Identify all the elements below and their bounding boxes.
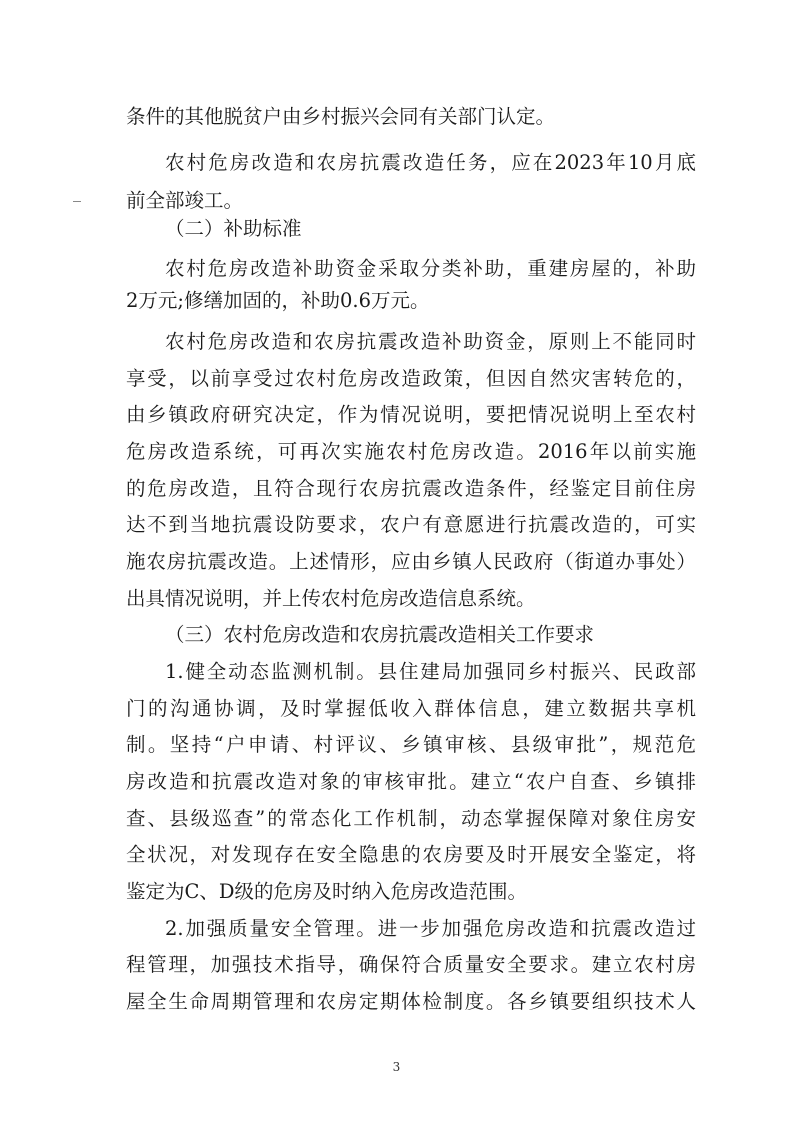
- text-line: 鉴定为C、D级的危房及时纳入危房改造范围。: [126, 880, 528, 903]
- text-line: 的危房改造，且符合现行农房抗震改造条件，经鉴定目前住房: [126, 477, 696, 500]
- text-line: 2.加强质量安全管理。进一步加强危房改造和抗震改造过: [165, 917, 696, 940]
- text-line: 由乡镇政府研究决定，作为情况说明，要把情况说明上至农村: [126, 403, 696, 426]
- text-line: 程管理，加强技术指导，确保符合质量安全要求。建立农村房: [126, 953, 696, 976]
- page-number: 3: [392, 1060, 401, 1074]
- text-line: 2万元;修缮加固的，补助0.6万元。: [126, 289, 430, 312]
- text-line: 全状况，对发现存在安全隐患的农房要及时开展安全鉴定，将: [126, 843, 696, 866]
- section-heading: （二）补助标准: [165, 217, 302, 240]
- text-line: 前全部竣工。: [126, 189, 244, 212]
- text-line: 农村危房改造补助资金采取分类补助，重建房屋的，补助: [165, 257, 696, 280]
- text-line: 享受，以前享受过农村危房改造政策，但因自然灾害转危的，: [126, 367, 696, 390]
- section-heading: （三）农村危房改造和农房抗震改造相关工作要求: [165, 623, 595, 646]
- text-line: 制。坚持“户申请、村评议、乡镇审核、县级审批”，规范危: [126, 733, 696, 756]
- text-line: 屋全生命周期管理和农房定期体检制度。各乡镇要组织技术人: [126, 990, 696, 1013]
- text-line: 房改造和抗震改造对象的审核审批。建立“农户自查、乡镇排: [126, 770, 696, 793]
- text-line: 出具情况说明，并上传农村危房改造信息系统。: [126, 587, 536, 610]
- text-line: 查、县级巡查”的常态化工作机制，动态掌握保障对象住房安: [126, 807, 696, 830]
- margin-mark: [73, 201, 81, 202]
- text-line: 门的沟通协调，及时掌握低收入群体信息，建立数据共享机: [126, 697, 696, 720]
- text-line: 农村危房改造和农房抗震改造补助资金，原则上不能同时: [165, 330, 696, 353]
- text-line: 农村危房改造和农房抗震改造任务，应在2023年10月底: [165, 151, 696, 174]
- text-line: 达不到当地抗震设防要求，农户有意愿进行抗震改造的，可实: [126, 513, 696, 536]
- text-line: 施农房抗震改造。上述情形，应由乡镇人民政府（街道办事处）: [126, 550, 696, 573]
- text-line: 危房改造系统，可再次实施农村危房改造。2016年以前实施: [126, 440, 696, 463]
- text-line: 1.健全动态监测机制。县住建局加强同乡村振兴、民政部: [165, 660, 696, 683]
- text-line: 条件的其他脱贫户由乡村振兴会同有关部门认定。: [126, 105, 556, 128]
